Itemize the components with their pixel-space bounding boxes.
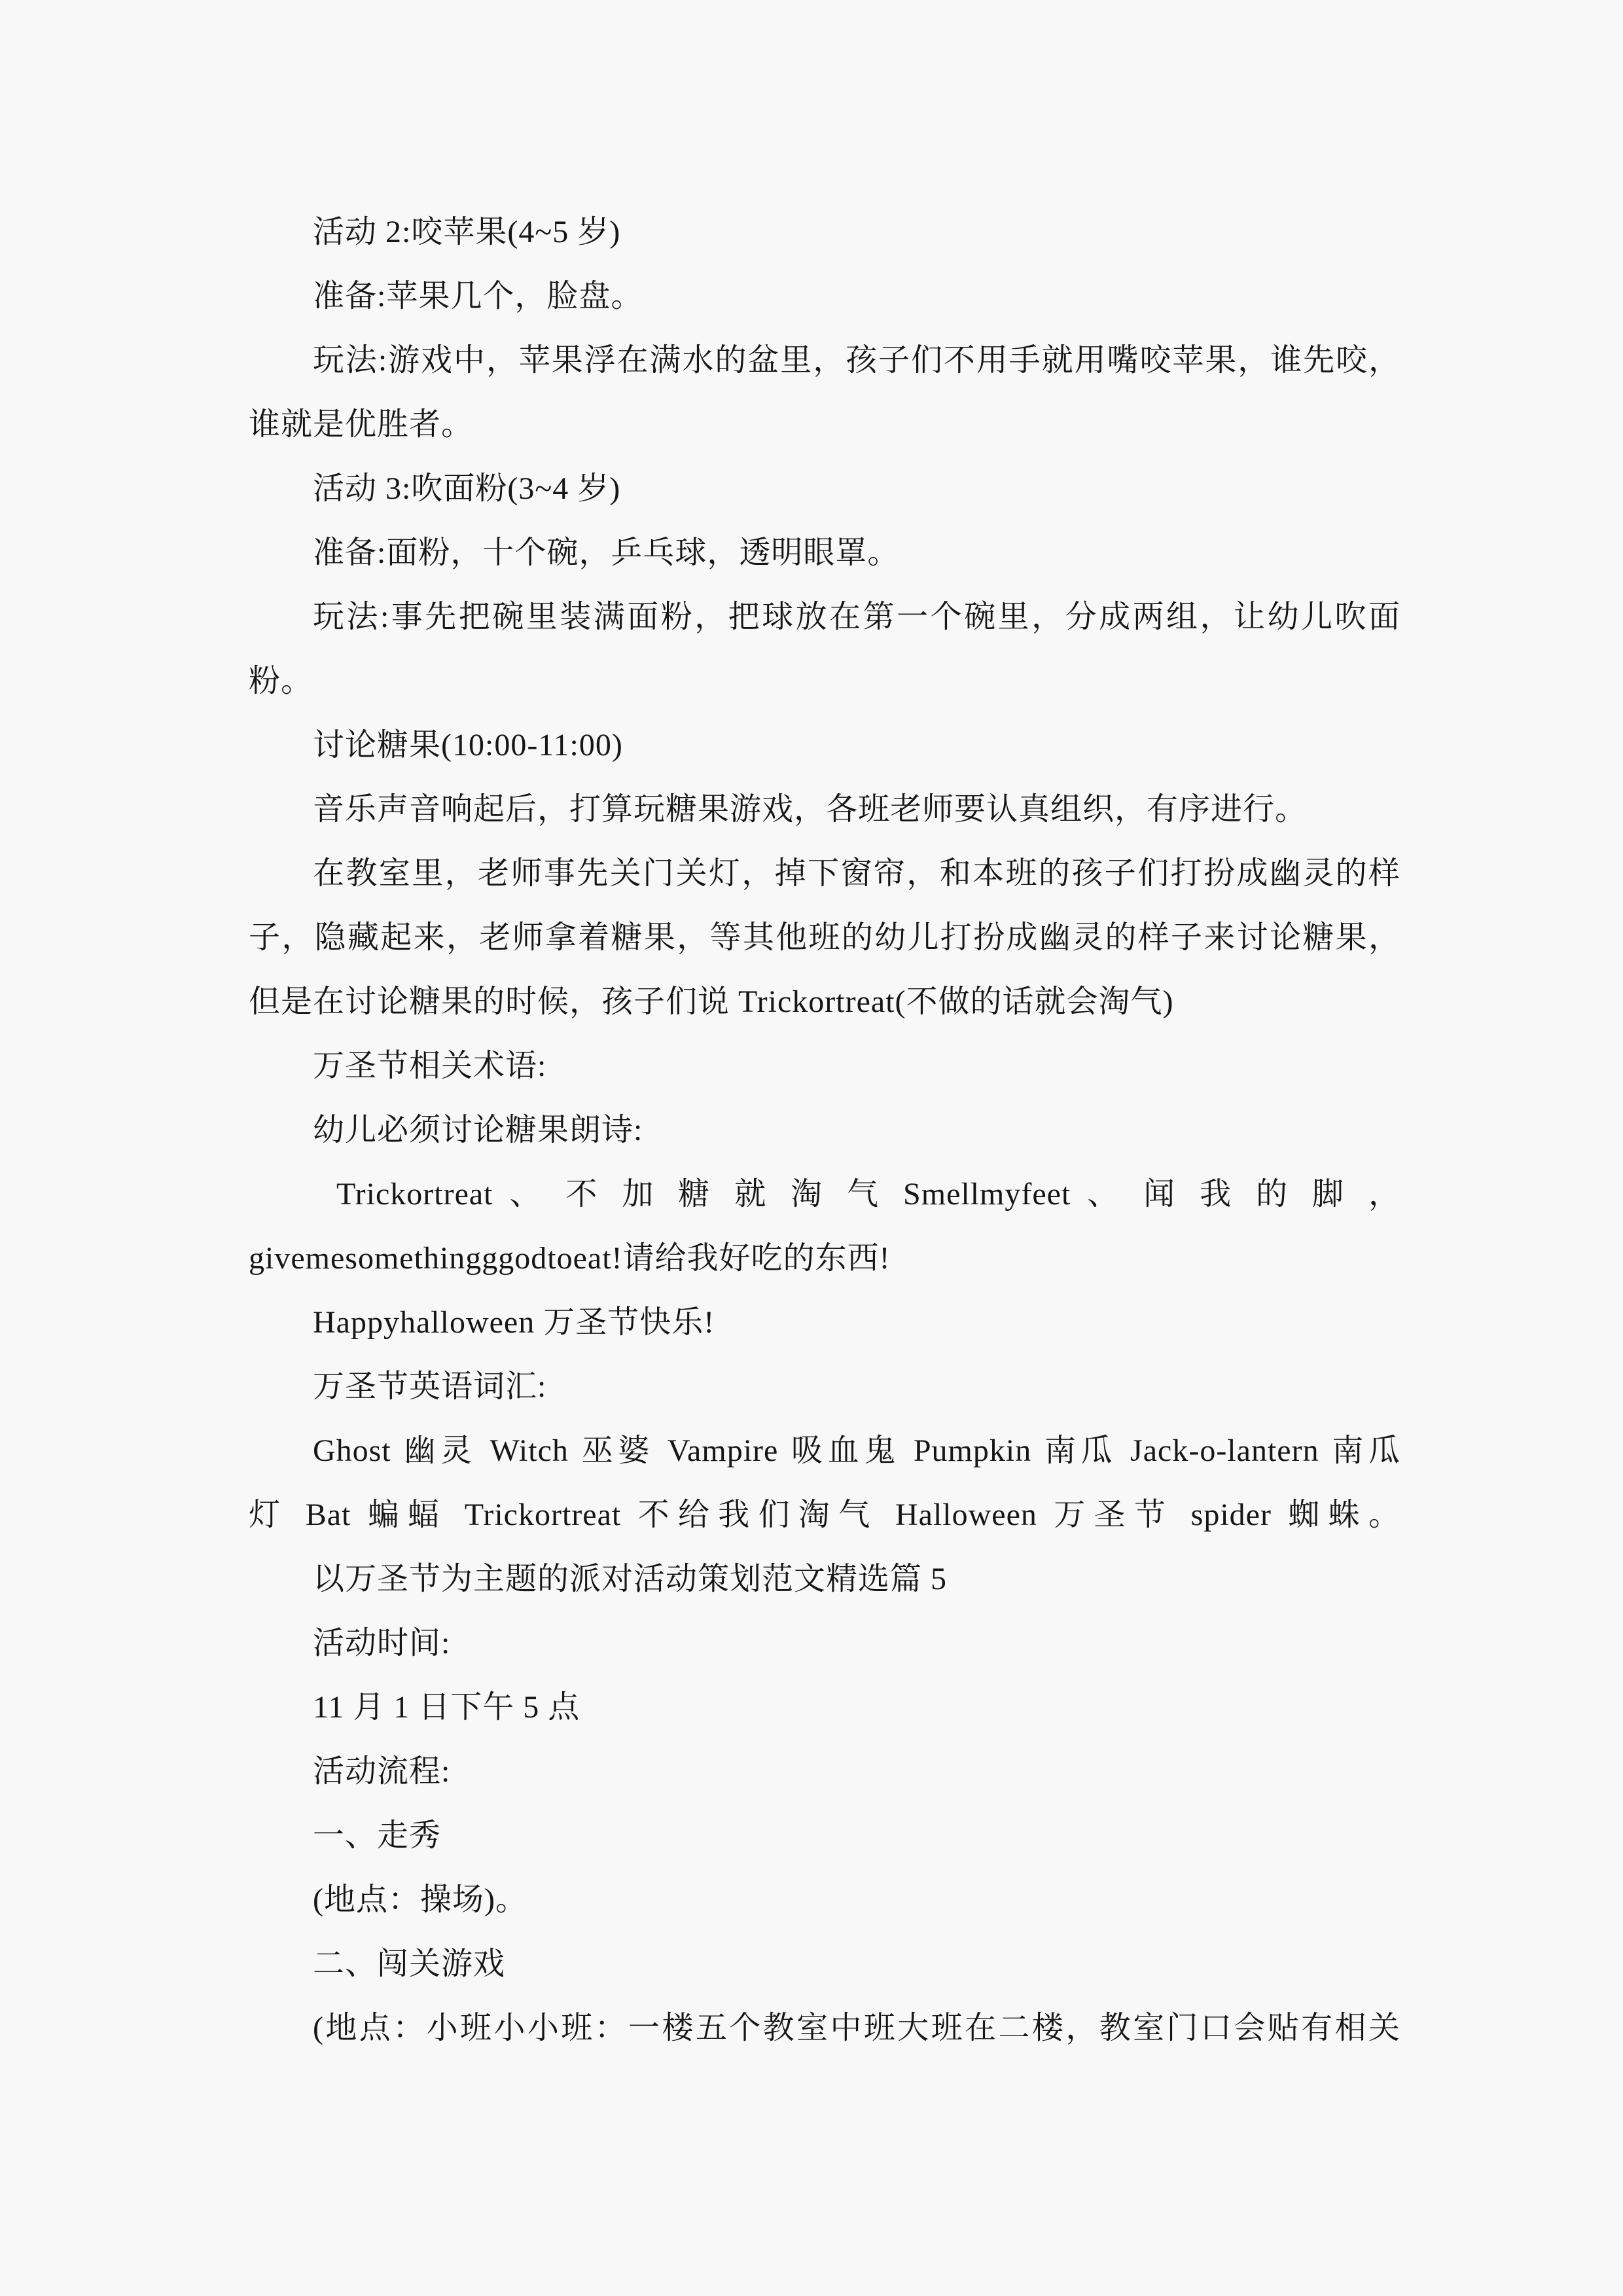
text-line: 幼儿必须讨论糖果朗诗: bbox=[313, 1113, 643, 1147]
text-line: 准备:苹果几个，脸盘。 bbox=[313, 279, 643, 314]
text-line: 在教室里，老师事先关门关灯，掉下窗帘，和本班的孩子们打扮成幽灵的样 bbox=[313, 856, 1400, 891]
text-line: 准备:面粉，十个碗，乒乓球，透明眼罩。 bbox=[313, 535, 900, 570]
text-line: Trickortreat 、 不 加 糖 就 淘 气 Smellmyfeet 、 闻 我 的 脚 ， bbox=[336, 1177, 1400, 1211]
text-line: 谁就是优胜者。 bbox=[249, 407, 474, 442]
text-line: 万圣节英语词汇: bbox=[313, 1369, 547, 1404]
text-line: 子，隐藏起来，老师拿着糖果，等其他班的幼儿打扮成幽灵的样子来讨论糖果， bbox=[249, 920, 1400, 955]
text-line: 玩法:事先把碗里装满面粉，把球放在第一个碗里，分成两组，让幼儿吹面 bbox=[313, 600, 1400, 634]
text-line: (地点：操场)。 bbox=[313, 1882, 527, 1917]
text-line: Ghost 幽灵 Witch 巫婆 Vampire 吸血鬼 Pumpkin 南瓜 Jack-o-lantern 南瓜 bbox=[313, 1433, 1400, 1468]
text-line: 一、走秀 bbox=[313, 1818, 442, 1853]
text-line: (地点：小班小小班：一楼五个教室中班大班在二楼，教室门口会贴有相关 bbox=[313, 2011, 1400, 2045]
text-line: 但是在讨论糖果的时候，孩子们说 Trickortreat(不做的话就会淘气) bbox=[249, 984, 1174, 1019]
text-line: givemesomethingggodtoeat!请给我好吃的东西! bbox=[249, 1241, 891, 1276]
text-line: 万圣节相关术语: bbox=[313, 1049, 547, 1083]
text-line: 活动 2:咬苹果(4~5 岁) bbox=[313, 215, 621, 249]
text-line: 活动 3:吹面粉(3~4 岁) bbox=[313, 471, 621, 506]
text-line: 活动时间: bbox=[313, 1626, 451, 1660]
text-line: Happyhalloween 万圣节快乐! bbox=[313, 1305, 715, 1340]
text-line: 二、闯关游戏 bbox=[313, 1946, 506, 1981]
text-line: 活动流程: bbox=[313, 1754, 451, 1789]
text-line: 粉。 bbox=[249, 664, 313, 698]
text-line: 灯 Bat 蝙蝠 Trickortreat 不给我们淘气 Halloween 万圣节 spider 蜘蛛。 bbox=[249, 1498, 1400, 1532]
text-line: 玩法:游戏中，苹果浮在满水的盆里，孩子们不用手就用嘴咬苹果，谁先咬， bbox=[313, 343, 1400, 378]
text-line: 讨论糖果(10:00-11:00) bbox=[313, 728, 623, 762]
text-line: 11 月 1 日下午 5 点 bbox=[313, 1690, 580, 1725]
text-line: 以万圣节为主题的派对活动策划范文精选篇 5 bbox=[313, 1562, 948, 1596]
text-line: 音乐声音响起后，打算玩糖果游戏，各班老师要认真组织，有序进行。 bbox=[313, 792, 1308, 827]
document-text-block bbox=[249, 200, 1400, 2060]
